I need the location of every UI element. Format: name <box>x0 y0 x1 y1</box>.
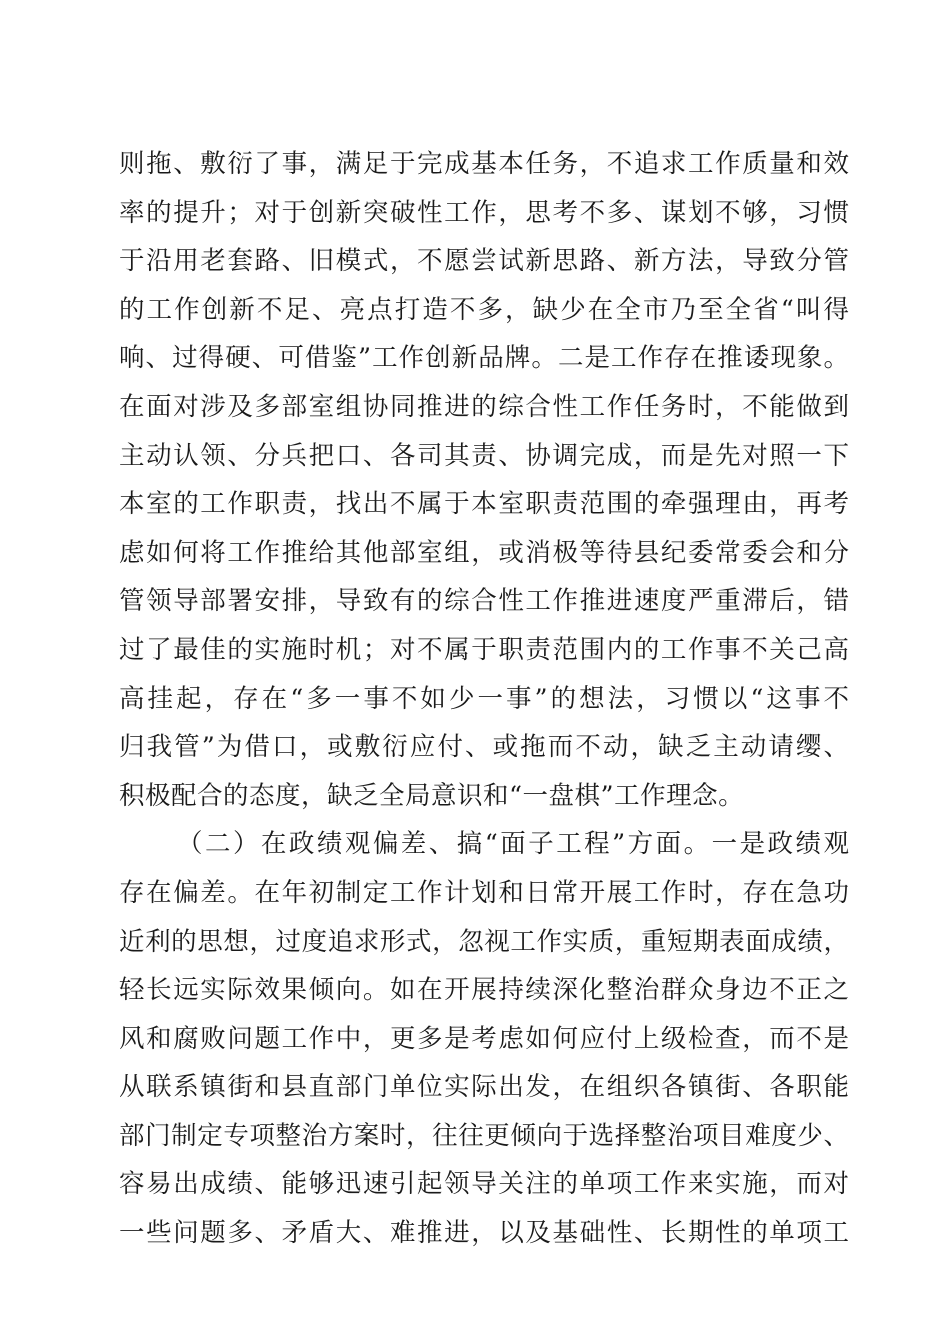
text-line: 的工作创新不足、亮点打造不多，缺少在全市乃至全省“叫得 <box>119 294 849 325</box>
text-line: 本室的工作职责，找出不属于本室职责范围的牵强理由，再考 <box>119 489 849 520</box>
text-line: 容易出成绩、能够迅速引起领导关注的单项工作来实施，而对 <box>119 1169 849 1200</box>
section-heading-line: （二）在政绩观偏差、搞“面子工程”方面。一是政绩观 <box>177 829 849 860</box>
text-line: 过了最佳的实施时机；对不属于职责范围内的工作事不关己高 <box>119 634 849 665</box>
text-line: 虑如何将工作推给其他部室组，或消极等待县纪委常委会和分 <box>119 537 849 568</box>
text-line: 率的提升；对于创新突破性工作，思考不多、谋划不够，习惯 <box>119 197 849 228</box>
text-line: 则拖、敷衍了事，满足于完成基本任务，不追求工作质量和效 <box>119 149 849 179</box>
text-line: 管领导部署安排，导致有的综合性工作推进速度严重滞后，错 <box>119 586 849 617</box>
text-line: 从联系镇街和县直部门单位实际出发，在组织各镇街、各职能 <box>119 1072 849 1103</box>
document-body <box>119 140 849 1258</box>
text-line: 在面对涉及多部室组协同推进的综合性工作任务时，不能做到 <box>119 391 849 422</box>
text-line: 存在偏差。在年初制定工作计划和日常开展工作时，存在急功 <box>119 877 849 908</box>
text-line: 一些问题多、矛盾大、难推进，以及基础性、长期性的单项工 <box>119 1218 849 1249</box>
text-line: 近利的思想，过度追求形式，忽视工作实质，重短期表面成绩， <box>119 926 849 957</box>
text-line: 归我管”为借口，或敷衍应付、或拖而不动，缺乏主动请缨、 <box>119 732 849 763</box>
text-line: 响、过得硬、可借鉴”工作创新品牌。二是工作存在推诿现象。 <box>119 343 849 374</box>
text-line: 高挂起，存在“多一事不如少一事”的想法，习惯以“这事不 <box>119 683 849 714</box>
text-line: 轻长远实际效果倾向。如在开展持续深化整治群众身边不正之 <box>119 975 849 1006</box>
text-line: 部门制定专项整治方案时，往往更倾向于选择整治项目难度少、 <box>119 1120 849 1151</box>
text-line: 风和腐败问题工作中，更多是考虑如何应付上级检查，而不是 <box>119 1023 849 1054</box>
text-line: 于沿用老套路、旧模式，不愿尝试新思路、新方法，导致分管 <box>119 246 849 277</box>
paragraph-end-line: 积极配合的态度，缺乏全局意识和“一盘棋”工作理念。 <box>119 780 745 811</box>
text-line: 主动认领、分兵把口、各司其责、协调完成，而是先对照一下 <box>119 440 849 471</box>
